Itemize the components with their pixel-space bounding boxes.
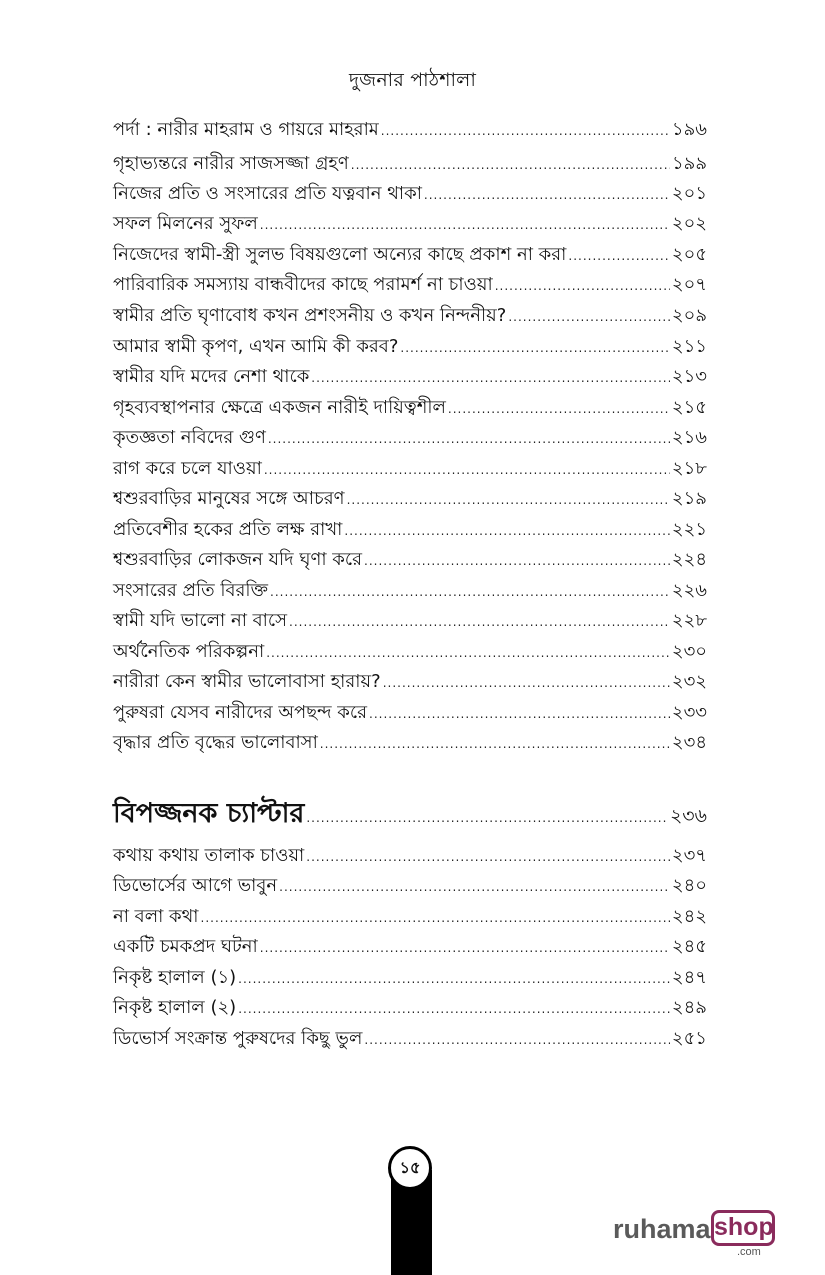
toc-entry: নিকৃষ্ট হালাল (১) ..... ২৪৭ (113, 966, 707, 990)
logo-badge: shop (711, 1210, 775, 1246)
toc-entry: পর্দা : নারীর মাহরাম ও গায়রে মাহরাম ..... ১৯৬ (113, 118, 707, 142)
toc-entry: স্বামীর যদি মদের নেশা থাকে ..... ২১৩ (113, 365, 707, 389)
toc-entry: পারিবারিক সমস্যায় বান্ধবীদের কাছে পরামর্শ না চাওয়া ..... ২০৭ (113, 273, 707, 297)
toc-entry: স্বামী যদি ভালো না বাসে ..... ২২৮ (113, 609, 707, 633)
toc-entry: নিজেদের স্বামী-স্ত্রী সুলভ বিষয়গুলো অন্যের কাছে প্রকাশ না করা ..... ২০৫ (113, 243, 707, 267)
toc-entry: কথায় কথায় তালাক চাওয়া ..... ২৩৭ (113, 844, 707, 868)
toc-entry: নিকৃষ্ট হালাল (২) ..... ২৪৯ (113, 996, 707, 1020)
toc-entry: প্রতিবেশীর হকের প্রতি লক্ষ রাখা ..... ২২১ (113, 518, 707, 542)
toc-entry: পুরুষরা যেসব নারীদের অপছন্দ করে ..... ২৩৩ (113, 701, 707, 725)
toc-entry: সফল মিলনের সুফল ..... ২০২ (113, 212, 707, 236)
toc-entry: ডিভোর্সের আগে ভাবুন ..... ২৪০ (113, 874, 707, 898)
toc-entry: কৃতজ্ঞতা নবিদের গুণ ..... ২১৬ (113, 426, 707, 450)
toc-entry: গৃহাভ্যন্তরে নারীর সাজসজ্জা গ্রহণ ..... ১৯৯ (113, 152, 707, 176)
toc-entry: স্বামীর প্রতি ঘৃণাবোধ কখন প্রশংসনীয় ও কখন নিন্দনীয়? ..... ২০৯ (113, 304, 707, 328)
toc-entry: না বলা কথা ..... ২৪২ (113, 905, 707, 929)
toc-entry: গৃহব্যবস্থাপনার ক্ষেত্রে একজন নারীই দায়িত্বশীল ..... ২১৫ (113, 396, 707, 420)
toc-entry: রাগ করে চলে যাওয়া ..... ২১৮ (113, 457, 707, 481)
toc-entry: নিজের প্রতি ও সংসারের প্রতি যত্নবান থাকা ..... ২০১ (113, 182, 707, 206)
toc-entry: সংসারের প্রতি বিরক্তি ..... ২২৬ (113, 579, 707, 603)
toc-entry: শ্বশুরবাড়ির লোকজন যদি ঘৃণা করে ..... ২২৪ (113, 548, 707, 572)
ruhamashop-logo (613, 1208, 783, 1264)
toc-entry: একটি চমকপ্রদ ঘটনা ..... ২৪৫ (113, 935, 707, 959)
running-title: দুজনার পাঠশালা (348, 69, 477, 91)
toc-entry: বৃদ্ধার প্রতি বৃদ্ধের ভালোবাসা ..... ২৩৪ (113, 731, 707, 755)
toc-entry: অর্থনৈতিক পরিকল্পনা ..... ২৩০ (113, 640, 707, 664)
toc-entry: নারীরা কেন স্বামীর ভালোবাসা হারায়? ..... ২৩২ (113, 670, 707, 694)
toc-entry: আমার স্বামী কৃপণ, এখন আমি কী করব? ..... ২১১ (113, 335, 707, 359)
page-number: ১৫ (388, 1146, 432, 1190)
toc-entry: শ্বশুরবাড়ির মানুষের সঙ্গে আচরণ ..... ২১৯ (113, 487, 707, 511)
logo-brand: ruhama (613, 1214, 711, 1244)
chapter-heading: বিপজ্জনক চ্যাপ্টার ..... ২৩৬ (113, 796, 707, 832)
toc-entry: ডিভোর্স সংক্রান্ত পুরুষদের কিছু ভুল ..... ২৫১ (113, 1027, 707, 1051)
logo-domain: .com (737, 1246, 761, 1258)
